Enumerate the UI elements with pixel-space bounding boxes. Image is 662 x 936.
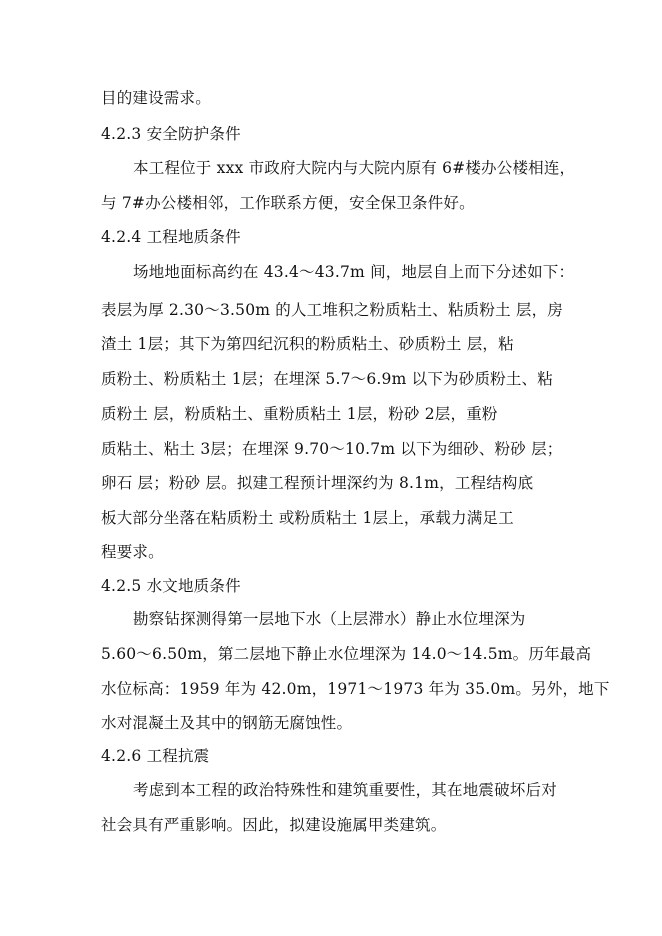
section-heading-4-2-4: 4.2.4 工程地质条件 <box>101 228 241 246</box>
paragraph-line: 目的建设需求。 <box>101 89 211 107</box>
paragraph-line: 水位标高：1959 年为 42.0m，1971～1973 年为 35.0m。另外，地下 <box>101 680 610 698</box>
paragraph-line: 质粉土、粉质粘土 1层；在埋深 5.7～6.9m 以下为砂质粉土、粘 <box>101 370 553 388</box>
paragraph-line: 社会具有严重影响。因此，拟建设施属甲类建筑。 <box>101 816 447 834</box>
paragraph-line: 本工程位于 xxx 市政府大院内与大院内原有 6#楼办公楼相连， <box>133 159 576 177</box>
paragraph-line: 水对混凝土及其中的钢筋无腐蚀性。 <box>101 714 353 732</box>
paragraph-line: 质粉土 层，粉质粘土、重粉质粘土 1层，粉砂 2层，重粉 <box>101 405 498 423</box>
paragraph-line: 质粘土、粘土 3层；在埋深 9.70～10.7m 以下为细砂、粉砂 层； <box>101 440 563 458</box>
paragraph-line: 程要求。 <box>101 543 164 561</box>
paragraph-line: 渣土 1层；其下为第四纪沉积的粉质粘土、砂质粉土 层，粘 <box>101 335 514 353</box>
section-heading-4-2-5: 4.2.5 水文地质条件 <box>101 577 241 595</box>
paragraph-line: 5.60～6.50m，第二层地下静止水位埋深为 14.0～14.5m。历年最高 <box>101 645 592 663</box>
paragraph-line: 表层为厚 2.30～3.50m 的人工堆积之粉质粘土、粘质粉土 层，房 <box>101 301 564 319</box>
section-heading-4-2-6: 4.2.6 工程抗震 <box>101 747 210 765</box>
paragraph-line: 考虑到本工程的政治特殊性和建筑重要性，其在地震破坏后对 <box>133 781 557 799</box>
paragraph-line: 场地地面标高约在 43.4～43.7m 间，地层自上而下分述如下： <box>133 263 575 281</box>
section-heading-4-2-3: 4.2.3 安全防护条件 <box>101 125 241 143</box>
paragraph-line: 勘察钻探测得第一层地下水（上层滞水）静止水位埋深为 <box>133 610 526 628</box>
paragraph-line: 板大部分坐落在粘质粉土 或粉质粘土 1层上，承载力满足工 <box>101 509 514 527</box>
paragraph-line: 卵石 层；粉砂 层。拟建工程预计埋深约为 8.1m，工程结构底 <box>101 474 534 492</box>
paragraph-line: 与 7#办公楼相邻，工作联系方便，安全保卫条件好。 <box>101 194 475 212</box>
